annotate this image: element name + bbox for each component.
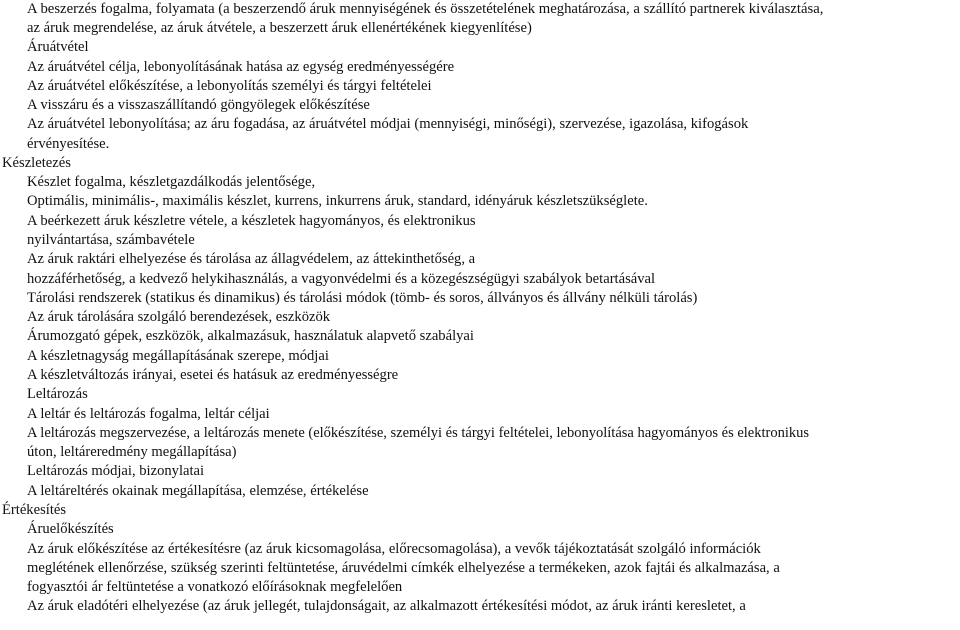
text-line-6: A visszáru és a visszaszállítandó göngyölegek előkészítése	[27, 97, 370, 113]
text-line-26: A leltáreltérés okainak megállapítása, elemzése, értékelése	[27, 483, 369, 499]
text-line-24: úton, leltáreredmény megállapítása)	[27, 444, 237, 460]
text-line-15: hozzáférhetőség, a kedvező helykihasználás, a vagyonvédelmi és a közegészségügyi szabályok betartásával	[27, 271, 656, 287]
text-line-16: Tárolási rendszerek (statikus és dinamikus) és tárolási módok (tömb- és soros, állványos és állvány nélküli tárolás)	[27, 290, 698, 306]
text-line-12: A beérkezett áruk készletre vétele, a készletek hagyományos, és elektronikus	[27, 213, 476, 229]
text-line-22: A leltár és leltározás fogalma, leltár céljai	[27, 406, 270, 422]
text-line-18: Árumozgató gépek, eszközök, alkalmazásuk, használatuk alapvető szabályai	[27, 328, 474, 344]
text-line-31: fogyasztói ár feltüntetése a vonatkozó előírásoknak megfelelően	[27, 579, 403, 595]
text-line-21: Leltározás	[27, 386, 88, 402]
text-line-2: az áruk megrendelése, az áruk átvétele, a beszerzett áruk ellenértékének kiegyenlítése)	[27, 20, 532, 36]
text-line-32: Az áruk eladótéri elhelyezése (az áruk jellegét, tulajdonságait, az alkalmazott értékesítési módot, az áruk iránti keresletet, a	[27, 598, 746, 614]
text-line-10: Készlet fogalma, készletgazdálkodás jelentősége,	[27, 174, 316, 190]
section-heading-keszletezes: Készletezés	[2, 155, 71, 171]
text-line-20: A készletváltozás irányai, esetei és hatásuk az eredményességre	[27, 367, 399, 383]
section-heading-ertekesites: Értékesítés	[2, 502, 67, 518]
text-line-8: érvényesítése.	[27, 136, 110, 152]
text-line-30: meglétének ellenőrzése, szükség szerinti feltüntetése, áruvédelmi címkék elhelyezése a termékeken, azok fajtái és alkalmazása, a	[27, 560, 780, 576]
text-line-11: Optimális, minimális-, maximális készlet, kurrens, inkurrens áruk, standard, idényáruk készletszükséglete.	[27, 193, 648, 209]
text-line-4: Az áruátvétel célja, lebonyolításának hatása az egység eredményességére	[27, 59, 455, 75]
text-line-19: A készletnagyság megállapításának szerepe, módjai	[27, 348, 329, 364]
text-line-13: nyilvántartása, számbavétele	[27, 232, 195, 248]
text-line-28: Áruelőkészítés	[27, 521, 114, 537]
text-line-17: Az áruk tárolására szolgáló berendezések, eszközök	[27, 309, 331, 325]
text-line-29: Az áruk előkészítése az értékesítésre (az áruk kicsomagolása, előrecsomagolása), a vevők tájékoztatását szolgáló információk	[27, 541, 761, 557]
text-line-25: Leltározás módjai, bizonylatai	[27, 463, 205, 479]
text-line-14: Az áruk raktári elhelyezése és tárolása az állagvédelem, az áttekinthetőség, a	[27, 251, 476, 267]
text-line-1: A beszerzés fogalma, folyamata (a beszerzendő áruk mennyiségének és összetételének meghatározása, a szállító partnerek kiválasztása,	[27, 1, 824, 17]
text-line-5: Az áruátvétel előkészítése, a lebonyolítás személyi és tárgyi feltételei	[27, 78, 432, 94]
text-line-7: Az áruátvétel lebonyolítása; az áru fogadása, az áruátvétel módjai (mennyiségi, minőségi), szervezése, igazolása, kifogások	[27, 116, 749, 132]
text-line-23: A leltározás megszervezése, a leltározás menete (előkészítése, személyi és tárgyi feltételei, lebonyolítása hagyományos és elektronikus	[27, 425, 810, 441]
text-line-3: Áruátvétel	[27, 39, 89, 55]
